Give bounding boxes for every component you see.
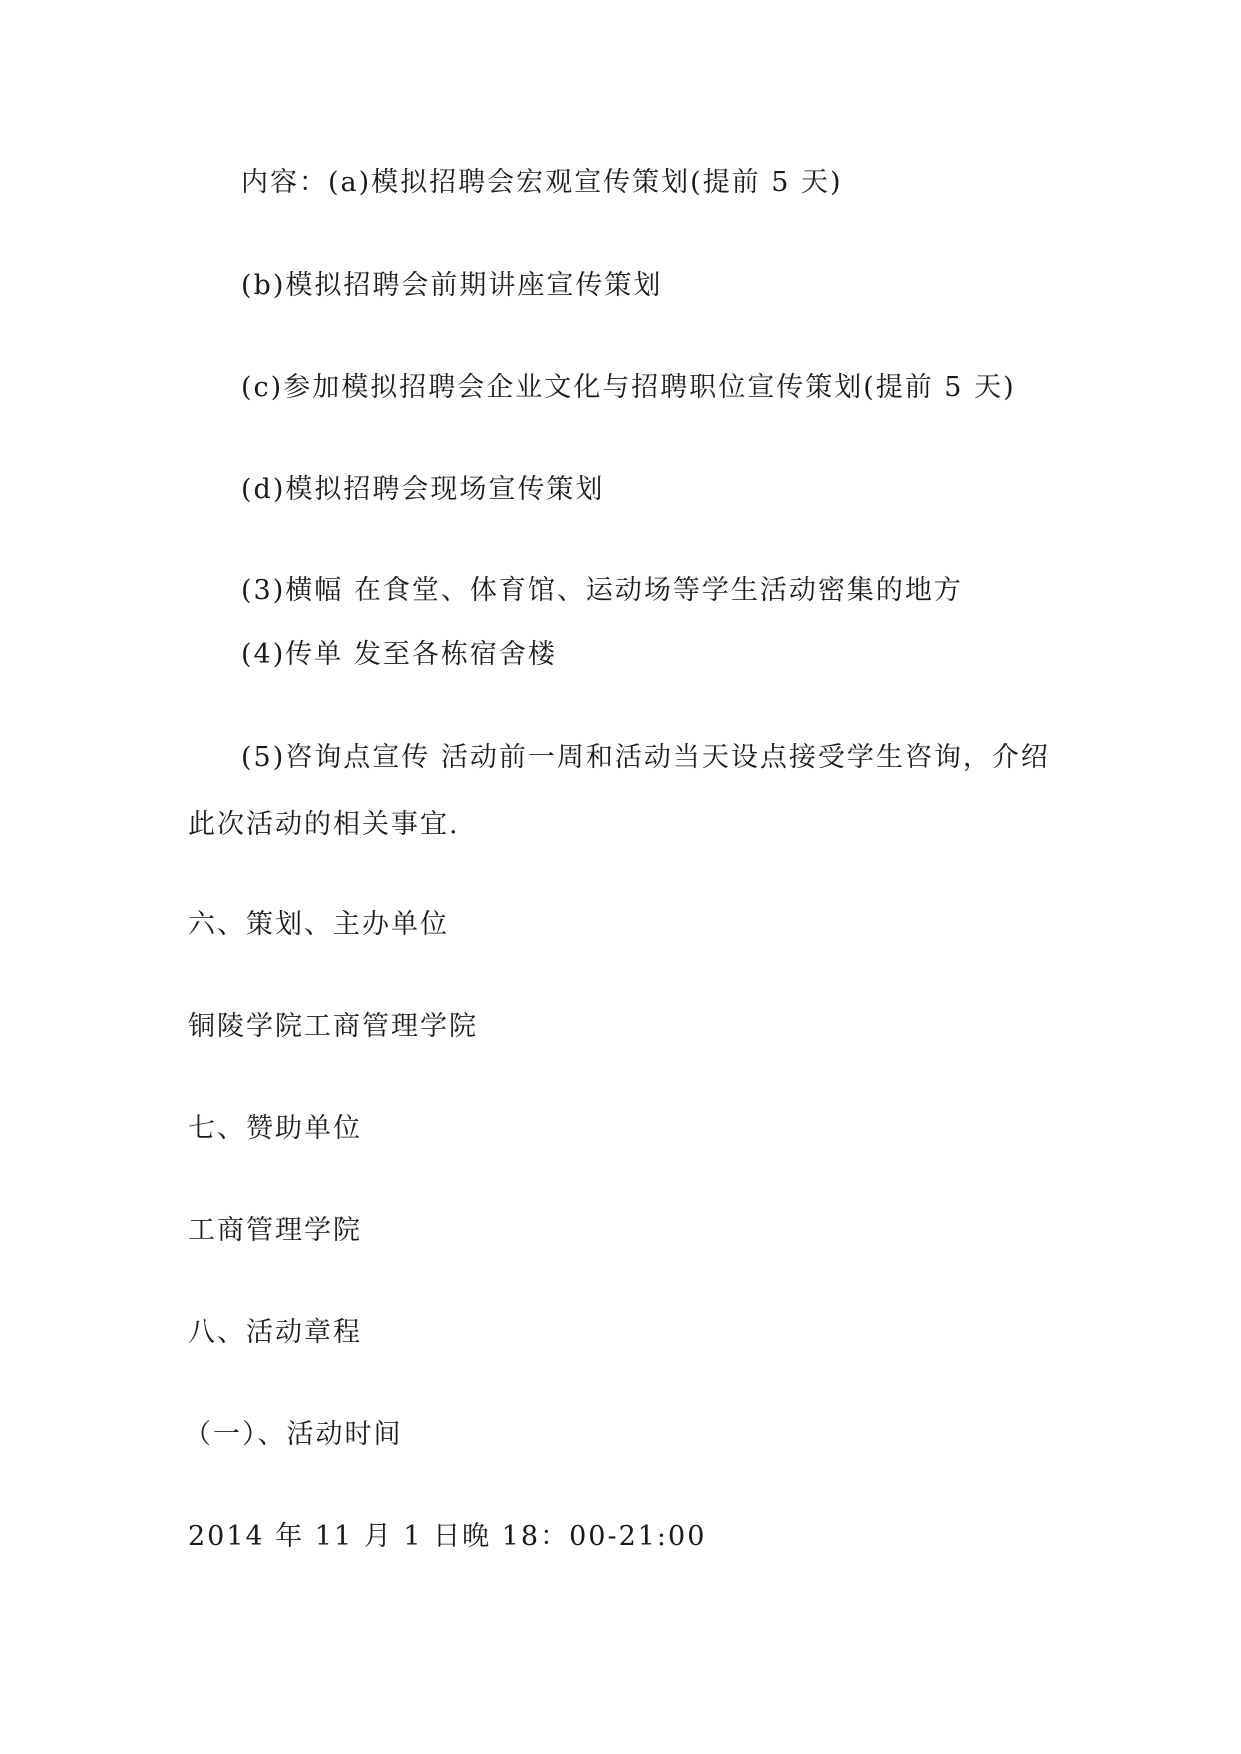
consultation-item: (5)咨询点宣传 活动前一周和活动当天设点接受学生咨询，介绍 [241,742,1050,773]
content-item-a: 内容：(a)模拟招聘会宏观宣传策划(提前 5 天) [241,167,843,198]
content-item-d: (d)模拟招聘会现场宣传策划 [241,474,605,505]
section-heading-rules: 八、活动章程 [188,1317,362,1348]
section-heading-sponsor: 七、赞助单位 [188,1113,362,1144]
banner-item: (3)横幅 在食堂、体育馆、运动场等学生活动密集的地方 [241,575,963,606]
organizer-name: 铜陵学院工商管理学院 [188,1011,478,1042]
content-item-b: (b)模拟招聘会前期讲座宣传策划 [241,270,663,301]
event-datetime: 2014 年 11 月 1 日晚 18：00-21:00 [188,1521,707,1552]
content-item-c: (c)参加模拟招聘会企业文化与招聘职位宣传策划(提前 5 天) [241,372,1016,403]
consultation-item-continued: 此次活动的相关事宜. [188,809,460,840]
sponsor-name: 工商管理学院 [188,1215,362,1246]
subsection-heading-time: （一）、活动时间 [184,1419,403,1450]
flyer-item: (4)传单 发至各栋宿舍楼 [241,639,557,670]
section-heading-organizer: 六、策划、主办单位 [188,909,449,940]
